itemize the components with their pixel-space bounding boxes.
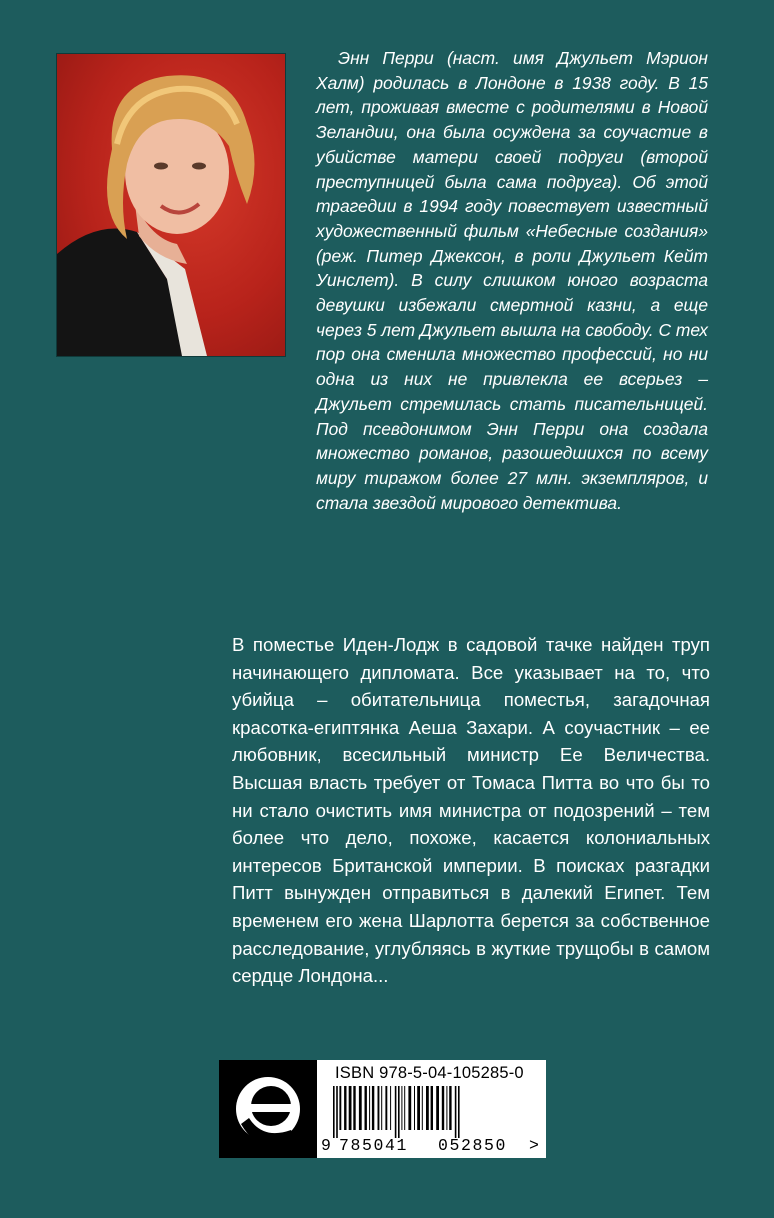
barcode-bar [349, 1086, 352, 1130]
eksmo-e-logo-icon [219, 1060, 317, 1158]
barcode-bar [455, 1086, 457, 1138]
barcode-bar [369, 1086, 370, 1130]
barcode-bar [359, 1086, 362, 1130]
author-bio [316, 46, 708, 515]
barcode-bar [414, 1086, 415, 1130]
barcode-bar [426, 1086, 429, 1130]
barcode-bar [339, 1086, 341, 1130]
barcode-bar [365, 1086, 367, 1130]
barcode-digit-group-left: 785041 [339, 1136, 409, 1155]
barcode-panel [317, 1060, 546, 1158]
barcode-bar [353, 1086, 355, 1130]
author-photo [56, 53, 286, 357]
barcode-bar [404, 1086, 405, 1130]
barcode-bar [378, 1086, 380, 1130]
barcode-bar [442, 1086, 444, 1130]
book-blurb-paragraph: В поместье Иден-Лодж в садовой тачке найден труп начинающего дипломата. Все указывает на то, что убийца – обитательница поместья, загадочная красотка-египтянка Аеша Захари. А соучастник – ее любовник, всесильный министр Ее Величества. Высшая власть требует от Томаса Питта во что бы то ни стало очистить имя министра от подозрений – тем более что дело, похоже, касается колониальных интересов Британской империи. В поисках разгадки Питт вынужден отправиться в далекий Египет. Тем временем его жена Шарлотта берется за собственное расследование, углубляясь в жуткие трущобы в самом сердце Лондона... [232, 634, 710, 987]
barcode-bar [401, 1086, 402, 1130]
barcode-bar [408, 1086, 411, 1130]
book-blurb [232, 631, 710, 990]
barcode-bar [395, 1086, 397, 1138]
barcode-bar [336, 1086, 338, 1138]
barcode-bar [381, 1086, 382, 1130]
barcode-digit-lead: 9 [321, 1136, 331, 1155]
barcode-bar [344, 1086, 346, 1130]
barcode-bar [422, 1086, 423, 1130]
author-portrait-illustration [57, 54, 285, 356]
barcode-bar [449, 1086, 451, 1130]
isbn-label: ISBN 978-5-04-105285-0 [335, 1064, 524, 1082]
barcode-bar [446, 1086, 447, 1130]
barcode-bar [372, 1086, 374, 1130]
barcode-bar [333, 1086, 335, 1138]
barcode-bar [385, 1086, 387, 1130]
author-bio-paragraph: Энн Перри (наст. имя Джульет Мэрион Халм) родилась в Лондоне в 1938 году. В 15 лет, проживая вместе с родителями в Новой Зеландии, она была осуждена за соучастие в убийстве матери своей подруги (второй преступницей была сама подруга). Об этой трагедии в 1994 году повествует известный художественный фильм «Небесные создания» (реж. Питер Джексон, в роли Джульет Кейт Уинслет). В силу слишком юного возраста девушки избежали смертной казни, а еще через 5 лет Джульет вышла на свободу. С тех пор она сменила множество профессий, но ни одна из них не привлекла ее всерьез – Джульет стремилась стать писательницей. Под псевдонимом Энн Перри она создала множество романов, разошедшихся по всему миру тиражом более 27 млн. экземпляров, и стала звездой мирового детектива. [316, 48, 708, 513]
barcode-bar [417, 1086, 420, 1130]
barcode-bar [390, 1086, 391, 1130]
barcode-digit-tail: > [529, 1136, 539, 1155]
barcode-bar [431, 1086, 433, 1130]
barcode-bar [398, 1086, 400, 1138]
barcode-bar [458, 1086, 460, 1138]
barcode-bars [331, 1086, 531, 1138]
barcode-digit-group-right: 052850 [438, 1136, 508, 1155]
barcode-bar [436, 1086, 439, 1130]
